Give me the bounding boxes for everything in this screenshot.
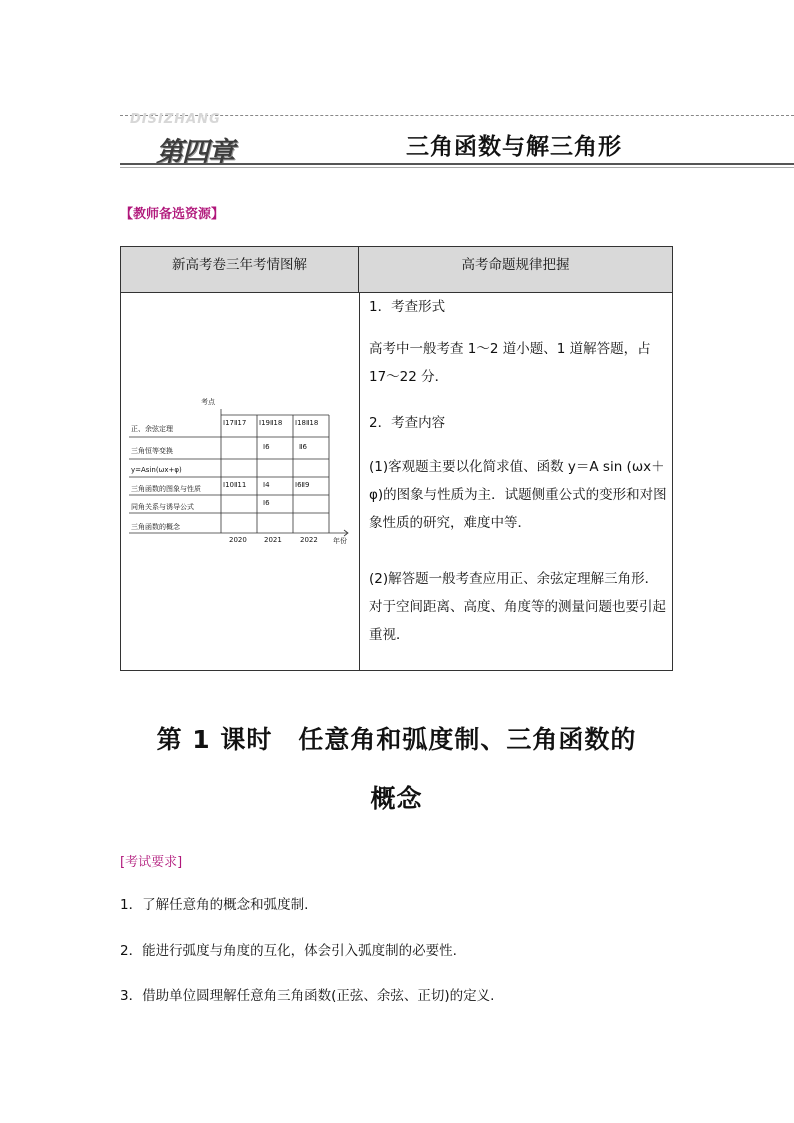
- chart-x-tick: 2020: [229, 536, 247, 544]
- teacher-resource-label: 【教师备选资源】: [120, 207, 225, 222]
- exam-content-p2: (2)解答题一般考查应用正、余弦定理解三角形．对于空间距离、高度、角度等的测量问题也要引起重视．: [369, 571, 666, 643]
- requirement-item: 3．借助单位圆理解任意角三角函数(正弦、余弦、正切)的定义.: [120, 988, 495, 1004]
- exam-form-title: 1．考查形式: [369, 299, 446, 315]
- table-column-divider: [359, 293, 360, 670]
- table-header-right: 高考命题规律把握: [359, 247, 672, 293]
- chart-row-label: 三角恒等变换: [131, 447, 173, 455]
- chart-x-tick: 2021: [264, 536, 282, 544]
- chart-cell: Ⅰ10Ⅱ11: [223, 481, 247, 489]
- chapter-pinyin: DISIZHANG: [130, 112, 221, 127]
- requirement-item: 2．能进行弧度与角度的互化，体会引入弧度制的必要性.: [120, 943, 457, 959]
- exam-analysis-table: [120, 246, 673, 671]
- chart-row-label: 三角函数的图象与性质: [131, 485, 201, 493]
- chart-x-tick: 2022: [300, 536, 318, 544]
- table-header-left: 新高考卷三年考情图解: [121, 247, 359, 293]
- exam-form-text: 高考中一般考查 1～2 道小题、1 道解答题，占 17～22 分．: [369, 341, 651, 385]
- chart-cell: Ⅰ17Ⅱ17: [223, 419, 247, 427]
- header-rule-thin: [120, 167, 794, 168]
- chart-cell: Ⅰ18Ⅱ18: [295, 419, 319, 427]
- exam-content-title: 2．考查内容: [369, 415, 446, 431]
- chart-cell: Ⅱ6: [299, 443, 307, 451]
- chart-cell: Ⅰ6Ⅱ9: [295, 481, 310, 489]
- chapter-header: [120, 110, 794, 170]
- chapter-title: 三角函数与解三角形: [406, 133, 622, 160]
- requirement-item: 1．了解任意角的概念和弧度制.: [120, 897, 309, 913]
- exam-content-p1: (1)客观题主要以化简求值、函数 y＝A sin (ωx＋φ)的图象与性质为主．试题侧重公式的变形和对图象性质的研究，难度中等．: [369, 459, 667, 531]
- chart-y-label: 考点: [201, 398, 215, 406]
- chart-cell: Ⅰ6: [263, 499, 270, 507]
- chart-x-label: 年份: [333, 537, 347, 545]
- chart-row-label: 三角函数的概念: [131, 523, 180, 531]
- chart-cell: Ⅰ4: [263, 481, 270, 489]
- lesson-title-line1: 第 1 课时 任意角和弧度制、三角函数的: [156, 725, 637, 754]
- chart-cell: Ⅰ6: [263, 443, 270, 451]
- lesson-title-line2: 概念: [370, 784, 423, 813]
- chart-cell: Ⅰ19Ⅱ18: [259, 419, 283, 427]
- chart-row-label: y=Asin(ωx+φ): [131, 466, 182, 474]
- chart-row-label: 同角关系与诱导公式: [131, 503, 194, 511]
- chart-row-label: 正、余弦定理: [131, 425, 173, 433]
- chapter-number: 第四章: [156, 137, 234, 168]
- exam-chart: [129, 397, 355, 547]
- header-dashed-line: [120, 115, 794, 116]
- exam-requirements-label: [考试要求]: [120, 855, 183, 870]
- header-rule: [120, 163, 794, 165]
